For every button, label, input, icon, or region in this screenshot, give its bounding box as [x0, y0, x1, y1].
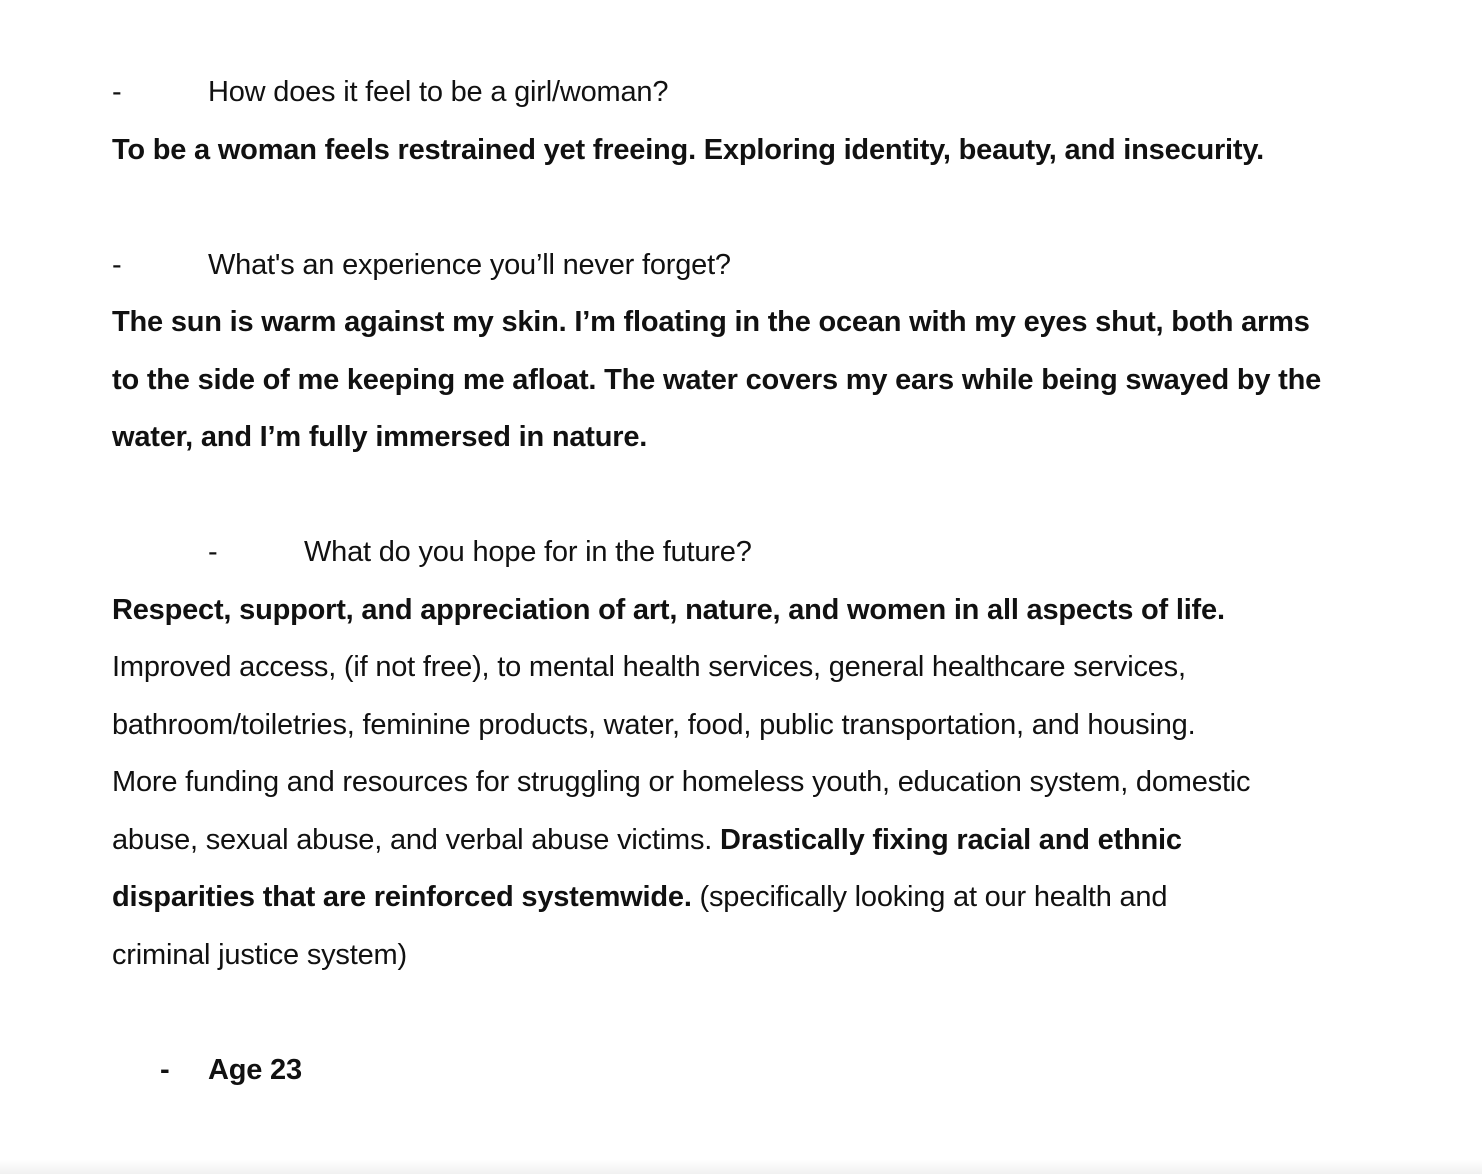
answer-experience-line: to the side of me keeping me afloat. The water covers my ears while being swayed by the	[112, 363, 1322, 396]
blank-line	[112, 179, 1372, 237]
question-how-does-it-feel	[112, 64, 1372, 122]
answer-experience-line: water, and I’m fully immersed in nature.	[112, 421, 648, 453]
answer-text-bold: disparities that are reinforced systemwide.	[112, 881, 692, 913]
answer-future-line	[112, 869, 1372, 927]
blank-line	[112, 467, 1372, 525]
answer-future-line: criminal justice system)	[112, 938, 407, 971]
answer-future-line: More funding and resources for struggling or homeless youth, education system, domestic	[112, 766, 1251, 798]
answer-how-does-it-feel: To be a woman feels restrained yet freeing. Exploring identity, beauty, and insecurity.	[112, 133, 1265, 166]
question-text: How does it feel to be a girl/woman?	[208, 76, 669, 108]
answer-future-line	[112, 812, 1372, 870]
answer-future-line: Respect, support, and appreciation of art, nature, and women in all aspects of life.	[112, 593, 1225, 626]
question-future	[112, 524, 1372, 582]
age-label: Age 23	[208, 1053, 302, 1086]
question-text: What's an experience you’ll never forget?	[208, 248, 731, 281]
answer-experience-line: The sun is warm against my skin. I’m floating in the ocean with my eyes shut, both arms	[112, 306, 1310, 338]
bullet-dash: -	[112, 76, 122, 108]
bullet-dash: -	[208, 536, 218, 568]
page-bottom-edge	[0, 1160, 1482, 1174]
answer-text-regular: (specifically looking at our health and	[691, 881, 1168, 913]
question-experience	[112, 237, 1372, 295]
answer-future-line: Improved access, (if not free), to mental health services, general healthcare services,	[112, 651, 1186, 683]
age-item	[112, 1042, 1372, 1100]
bullet-dash: -	[112, 248, 122, 281]
answer-future-line: bathroom/toiletries, feminine products, water, food, public transportation, and housing.	[112, 708, 1196, 741]
answer-text-regular: abuse, sexual abuse, and verbal abuse victims.	[112, 823, 721, 856]
blank-line	[112, 984, 1372, 1042]
answer-text-bold: Drastically fixing racial and ethnic	[720, 823, 1182, 856]
bullet-dash: -	[160, 1053, 170, 1086]
question-text: What do you hope for in the future?	[304, 536, 752, 568]
document-body	[112, 64, 1372, 1099]
